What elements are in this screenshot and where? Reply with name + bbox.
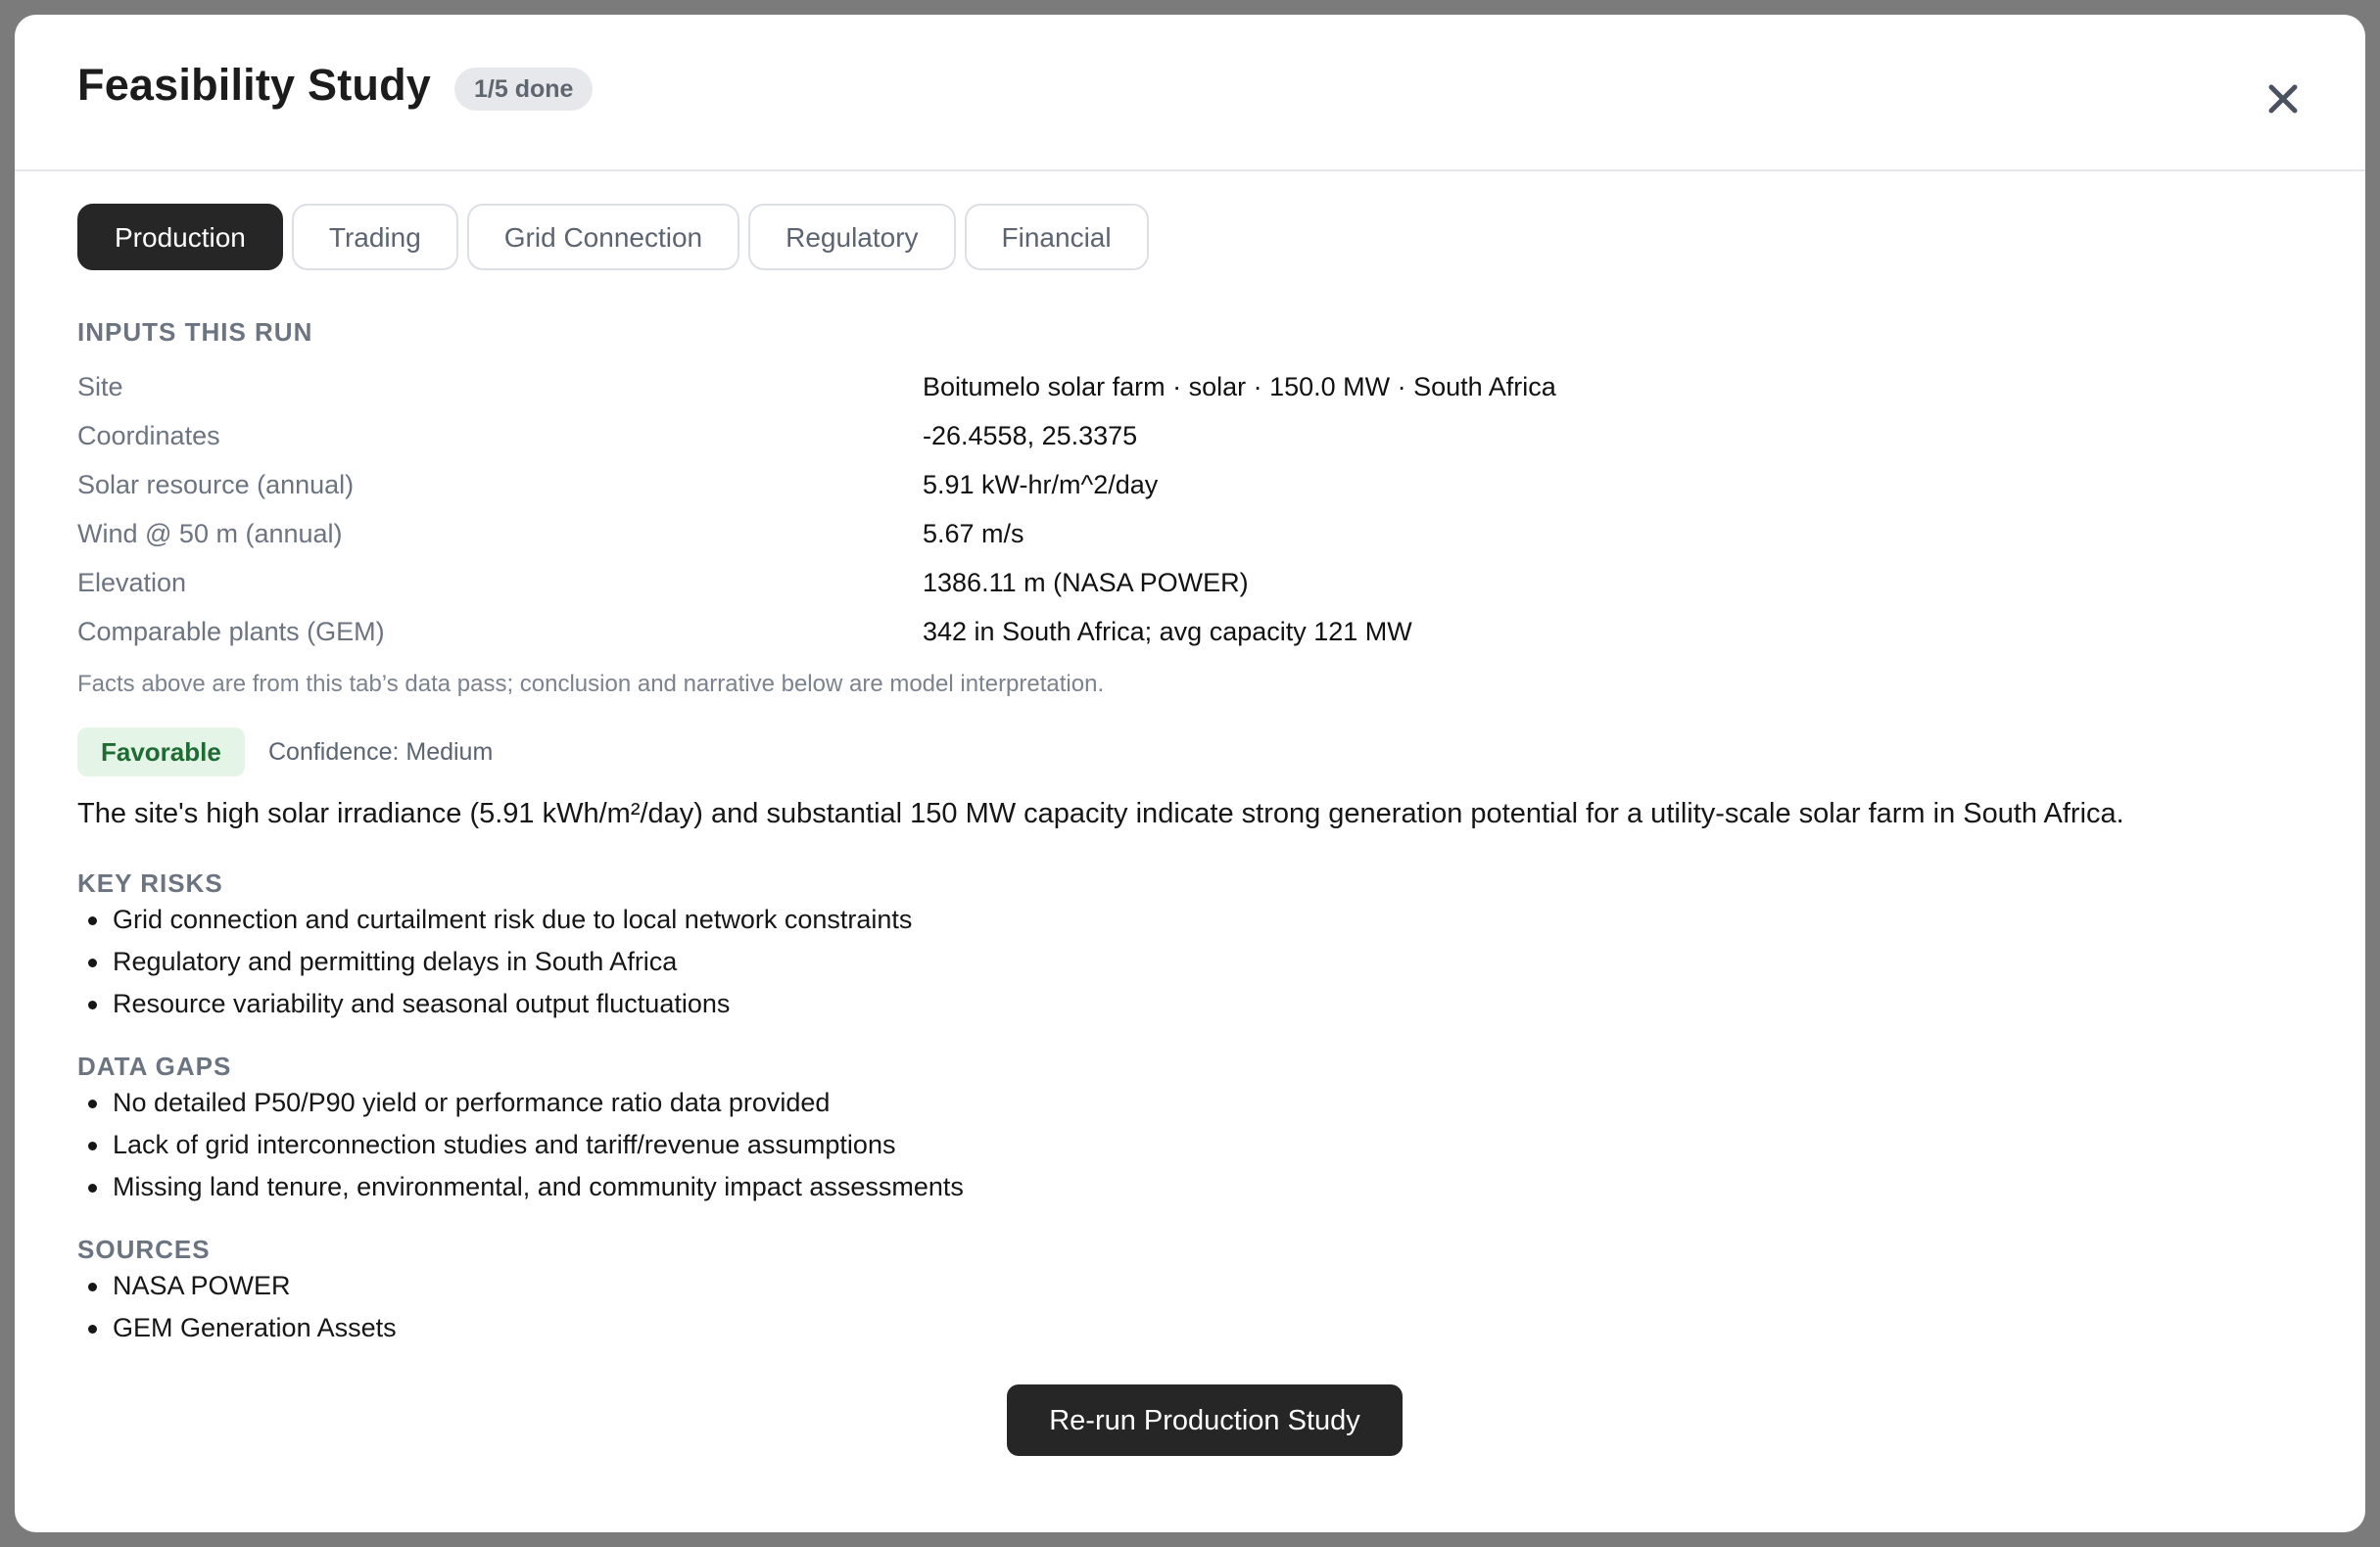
input-value: Boitumelo solar farm · solar · 150.0 MW · South Africa xyxy=(923,372,1556,401)
modal-title: Feasibility Study xyxy=(77,60,431,110)
list-item: Resource variability and seasonal output fluctuations xyxy=(77,983,912,1025)
feasibility-study-modal xyxy=(15,15,2365,1532)
input-value: 342 in South Africa; avg capacity 121 MW xyxy=(923,617,1412,646)
inputs-heading: INPUTS THIS RUN xyxy=(77,317,313,347)
close-button[interactable] xyxy=(2263,79,2303,118)
input-key: Site xyxy=(77,372,123,401)
key-risks-list xyxy=(77,899,912,1025)
close-icon xyxy=(2263,79,2303,118)
input-row-wind xyxy=(77,509,2303,558)
input-value: 1386.11 m (NASA POWER) xyxy=(923,568,1249,597)
input-value: 5.67 m/s xyxy=(923,519,1024,548)
assessment-summary: The site's high solar irradiance (5.91 kWh/m²/day) and substantial 150 MW capacity indicate strong generation potential for a utility-scale solar farm in South Africa. xyxy=(77,798,2124,829)
sources-heading: SOURCES xyxy=(77,1235,211,1264)
study-tabs xyxy=(77,204,1149,270)
list-item: GEM Generation Assets xyxy=(77,1307,397,1349)
input-key: Solar resource (annual) xyxy=(77,470,355,499)
tab-grid-connection[interactable]: Grid Connection xyxy=(467,204,739,270)
input-value: 5.91 kW-hr/m^2/day xyxy=(923,470,1159,499)
list-item: Regulatory and permitting delays in South Africa xyxy=(77,941,912,983)
data-provenance-note: Facts above are from this tab’s data pass; conclusion and narrative below are model interpretation. xyxy=(77,671,1105,697)
input-key: Coordinates xyxy=(77,421,220,450)
input-row-elevation xyxy=(77,558,2303,607)
input-row-comparable-plants xyxy=(77,607,2303,656)
input-key: Comparable plants (GEM) xyxy=(77,617,385,646)
input-key: Wind @ 50 m (annual) xyxy=(77,519,343,548)
tab-financial[interactable]: Financial xyxy=(965,204,1149,270)
tab-trading[interactable]: Trading xyxy=(292,204,458,270)
input-value: -26.4558, 25.3375 xyxy=(923,421,1138,450)
confidence-label: Confidence: Medium xyxy=(268,738,494,766)
list-item: Lack of grid interconnection studies and tariff/revenue assumptions xyxy=(77,1124,964,1166)
input-row-site xyxy=(77,362,2303,411)
data-gaps-list xyxy=(77,1082,964,1208)
list-item: No detailed P50/P90 yield or performance ratio data provided xyxy=(77,1082,964,1124)
list-item: NASA POWER xyxy=(77,1265,397,1307)
input-key: Elevation xyxy=(77,568,187,597)
verdict-badge: Favorable xyxy=(77,727,245,776)
list-item: Missing land tenure, environmental, and community impact assessments xyxy=(77,1166,964,1208)
sources-list xyxy=(77,1265,397,1349)
modal-header xyxy=(15,15,2365,171)
data-gaps-heading: DATA GAPS xyxy=(77,1052,232,1081)
progress-badge: 1/5 done xyxy=(454,68,593,111)
rerun-study-button[interactable]: Re-run Production Study xyxy=(1007,1384,1403,1456)
key-risks-heading: KEY RISKS xyxy=(77,868,223,898)
tab-regulatory[interactable]: Regulatory xyxy=(748,204,955,270)
list-item: Grid connection and curtailment risk due to local network constraints xyxy=(77,899,912,941)
input-row-solar-resource xyxy=(77,460,2303,509)
input-row-coordinates xyxy=(77,411,2303,460)
tab-production[interactable]: Production xyxy=(77,204,283,270)
